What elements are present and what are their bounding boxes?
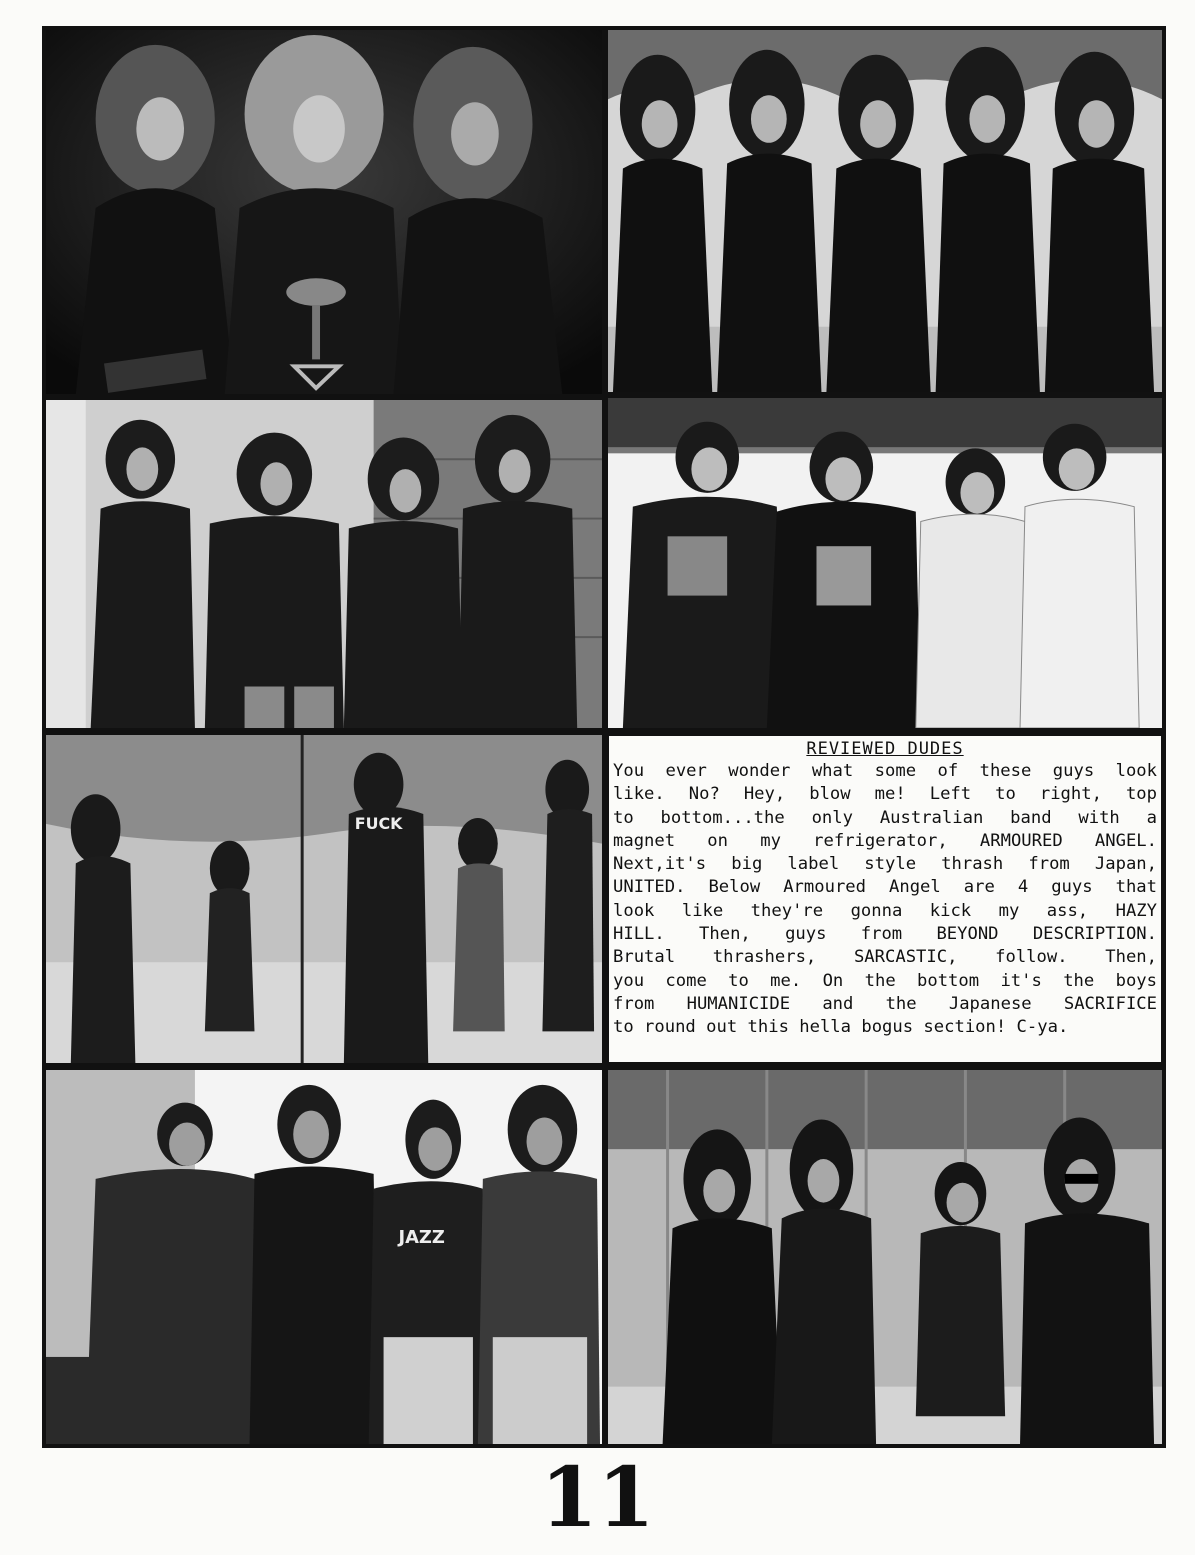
caption-line: like. No? Hey, blow me! Left to right, top — [613, 784, 1157, 805]
photo-armoured-angel — [44, 28, 604, 396]
photo-sacrifice — [606, 1068, 1164, 1446]
caption-line: HILL. Then, guys from BEYOND DESCRIPTION. — [613, 924, 1157, 945]
humanicide-shirt-text: JAZZ — [398, 1227, 445, 1249]
photo-humanicide — [44, 1068, 604, 1446]
caption-line: from HUMANICIDE and the Japanese SACRIFICE — [613, 993, 1157, 1014]
caption-line: UNITED. Below Armoured Angel are 4 guys that — [613, 877, 1157, 898]
page-number: 11 — [540, 1450, 655, 1546]
caption-text — [613, 760, 1157, 1040]
caption-line: look like they're gonna kick my ass, HAZY — [613, 900, 1157, 921]
photo-united — [606, 28, 1164, 394]
caption-line: to round out this hella bogus section! C-ya. — [613, 1017, 1069, 1038]
caption-line: Next,it's big label style thrash from Japan, — [613, 854, 1157, 875]
caption-line: magnet on my refrigerator, ARMOURED ANGEL. — [613, 830, 1157, 851]
caption-line: Brutal thrashers, SARCASTIC, follow. Then, — [613, 947, 1157, 968]
reviewed-dudes-caption — [606, 733, 1164, 1065]
caption-line: to bottom...the only Australian band with a — [613, 807, 1157, 828]
sarcastic-shirt-text: FUCK — [354, 813, 403, 833]
photo-beyond-description — [606, 396, 1164, 730]
caption-line: You ever wonder what some of these guys look — [613, 761, 1157, 781]
photo-hazy-hill — [44, 398, 604, 730]
section-title: REVIEWED DUDES — [806, 739, 964, 759]
caption-line: you come to me. On the bottom it's the boys — [613, 970, 1157, 991]
photo-sarcastic — [44, 733, 604, 1065]
